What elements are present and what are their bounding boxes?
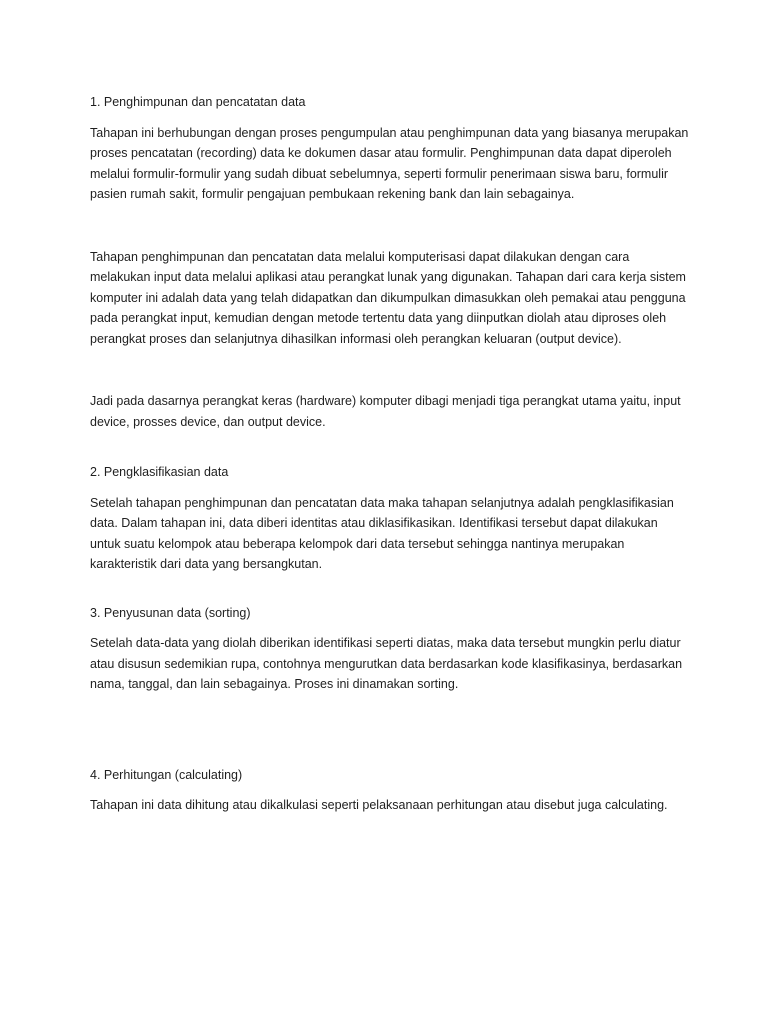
paragraph: Tahapan penghimpunan dan pencatatan data melalui komputerisasi dapat dilakukan dengan cara melakukan input data melalui aplikasi atau perangkat lunak yang digunakan. Tahapan dari cara kerja sistem komputer ini adalah data yang telah didapatkan dan dikumpulkan dimasukkan oleh pemakai atau pengguna pada perangkat input, kemudian dengan metode tertentu data yang diinputkan diolah atau diproses oleh perangkat proses dan selanjutnya dihasilkan informasi oleh perangkan keluaran (output device). [90,249,686,346]
paragraph: Jadi pada dasarnya perangkat keras (hardware) komputer dibagi menjadi tiga perangkat utama yaitu, input device, prosses device, dan output device. [90,394,681,429]
paragraph: Setelah tahapan penghimpunan dan pencatatan data maka tahapan selanjutnya adalah pengklasifikasian data. Dalam tahapan ini, data diberi identitas atau diklasifikasikan. Identifikasi tersebut dapat dilakukan untuk suatu kelompok atau beberapa kelompok dari data tersebut sehingga nantinya merupakan karakteristik dari data yang bersangkutan. [90,495,674,571]
section-1 [90,92,690,432]
section-4 [90,765,690,816]
paragraph: Setelah data-data yang diolah diberikan identifikasi seperti diatas, maka data tersebut mungkin perlu diatur atau disusun sedemikian rupa, contohnya mengurutkan data berdasarkan kode klasifikasinya, berdasarkan nama, tanggal, dan lain sebagainya. Proses ini dinamakan sorting. [90,636,683,691]
section-3 [90,603,690,695]
section-heading: 4. Perhitungan (calculating) [90,767,243,782]
section-2 [90,462,690,575]
section-heading: 1. Penghimpunan dan pencatatan data [90,95,306,109]
document-page [90,92,690,816]
section-heading: 2. Pengklasifikasian data [90,465,229,479]
section-heading: 3. Penyusunan data (sorting) [90,605,251,620]
paragraph: Tahapan ini berhubungan dengan proses pengumpulan atau penghimpunan data yang biasanya merupakan proses pencatatan (recording) data ke dokumen dasar atau formulir. Penghimpunan data dapat diperoleh melalui formulir-formulir yang sudah dibuat sebelumnya, seperti formulir penerimaan siswa baru, formulir pasien rumah sakit, formulir pengajuan pembukaan rekening bank dan lain sebagainya. [90,125,689,201]
paragraph: Tahapan ini data dihitung atau dikalkulasi seperti pelaksanaan perhitungan atau disebut juga calculating. [90,798,668,812]
